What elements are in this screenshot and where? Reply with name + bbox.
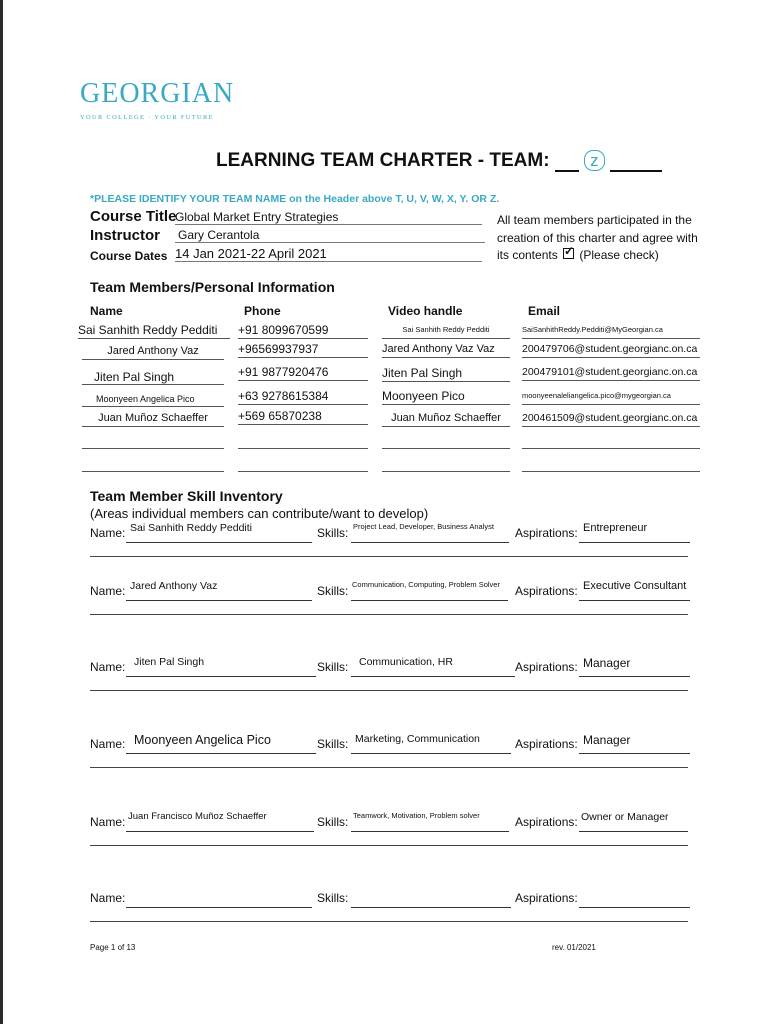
- skill-row: [90, 811, 690, 835]
- team-blank-right: [610, 151, 662, 172]
- skill-skills-field[interactable]: Communication, HR: [351, 660, 515, 677]
- skills-label: Skills:: [317, 584, 349, 598]
- revision-label: rev. 01/2021: [552, 943, 596, 952]
- skill-skills-field[interactable]: Teamwork, Motivation, Problem solver: [351, 815, 509, 832]
- member-email-cell[interactable]: SaiSanhithReddy.Pedditi@MyGeorgian.ca: [522, 322, 700, 339]
- course-title-label: Course Title: [90, 208, 177, 225]
- georgian-logo: [80, 80, 234, 121]
- members-heading: Team Members/Personal Information: [90, 279, 335, 295]
- agreement-line-2: creation of this charter and agree with: [497, 230, 698, 245]
- name-label: Name:: [90, 815, 126, 829]
- course-title-field[interactable]: Global Market Entry Strategies: [175, 210, 482, 225]
- name-label: Name:: [90, 737, 126, 751]
- col-video-header: Video handle: [388, 304, 463, 318]
- team-letter[interactable]: z: [584, 150, 605, 171]
- member-phone-cell[interactable]: [238, 432, 368, 449]
- skill-aspirations-field[interactable]: Manager: [579, 737, 690, 754]
- skills-subheading: (Areas individual members can contribute/want to develop): [90, 506, 429, 521]
- member-video-cell[interactable]: Jiten Pal Singh: [382, 365, 510, 382]
- member-name-cell[interactable]: [82, 455, 224, 472]
- skill-skills-field[interactable]: Marketing, Communication: [351, 737, 511, 754]
- member-email-cell[interactable]: 200461509@student.georgianc.on.ca: [522, 410, 700, 427]
- team-blank-left: [555, 151, 579, 172]
- agreement-line-1: All team members participated in the: [497, 213, 692, 227]
- member-video-cell[interactable]: Jared Anthony Vaz Vaz: [382, 341, 510, 358]
- agreement-line-3: its contents: [497, 248, 558, 262]
- instructor-field[interactable]: Gary Cerantola: [175, 228, 485, 243]
- skill-aspirations-field[interactable]: Executive Consultant: [579, 584, 690, 601]
- skill-row: [90, 522, 690, 546]
- aspirations-label: Aspirations:: [515, 584, 578, 598]
- member-name-cell[interactable]: [82, 432, 224, 449]
- skills-label: Skills:: [317, 660, 349, 674]
- skill-name-field[interactable]: [126, 891, 312, 908]
- member-email-cell[interactable]: moonyeenaleliangelica.pico@mygeorgian.ca: [522, 388, 700, 405]
- aspirations-label: Aspirations:: [515, 526, 578, 540]
- team-instruction: *PLEASE IDENTIFY YOUR TEAM NAME on the Header above T, U, V, W, X, Y. OR Z.: [90, 193, 500, 205]
- skills-label: Skills:: [317, 737, 349, 751]
- member-name-cell[interactable]: Moonyeen Angelica Pico: [82, 391, 224, 407]
- member-video-cell[interactable]: Sai Sanhith Reddy Pedditi: [382, 322, 510, 339]
- check-icon: ✓: [564, 244, 575, 258]
- agreement-please-check: (Please check): [579, 248, 659, 262]
- col-name-header: Name: [90, 304, 123, 318]
- member-phone-cell[interactable]: +91 8099670599: [238, 322, 368, 339]
- member-video-cell[interactable]: Moonyeen Pico: [382, 388, 510, 405]
- skill-aspirations-field[interactable]: Owner or Manager: [579, 815, 688, 832]
- member-phone-cell[interactable]: +96569937937: [238, 341, 368, 358]
- skill-name-field[interactable]: Moonyeen Angelica Pico: [126, 737, 316, 754]
- skill-row: [90, 733, 690, 757]
- col-phone-header: Phone: [244, 304, 281, 318]
- member-email-cell[interactable]: [522, 432, 700, 449]
- row-divider: [90, 690, 688, 691]
- aspirations-label: Aspirations:: [515, 815, 578, 829]
- skill-skills-field[interactable]: [351, 891, 511, 908]
- page-number: Page 1 of 13: [90, 943, 136, 952]
- member-name-cell[interactable]: Juan Muñoz Schaeffer: [82, 410, 224, 427]
- name-label: Name:: [90, 584, 126, 598]
- member-phone-cell[interactable]: +63 9278615384: [238, 388, 368, 405]
- skill-aspirations-field[interactable]: Manager: [579, 660, 690, 677]
- row-divider: [90, 614, 688, 615]
- instructor-label: Instructor: [90, 227, 161, 244]
- member-phone-cell[interactable]: +569 65870238: [238, 408, 368, 425]
- member-email-cell[interactable]: 200479101@student.georgianc.on.ca: [522, 364, 700, 381]
- agreement-checkbox[interactable]: [563, 244, 575, 259]
- row-divider: [90, 767, 688, 768]
- row-divider: [90, 921, 688, 922]
- member-email-cell[interactable]: 200479706@student.georgianc.on.ca: [522, 341, 700, 358]
- skill-aspirations-field[interactable]: [579, 891, 690, 908]
- title-text: LEARNING TEAM CHARTER - TEAM:: [216, 150, 550, 171]
- col-email-header: Email: [528, 304, 561, 318]
- skills-label: Skills:: [317, 815, 349, 829]
- row-divider: [90, 845, 688, 846]
- member-video-cell[interactable]: [382, 455, 510, 472]
- member-phone-cell[interactable]: +91 9877920476: [238, 364, 368, 381]
- skills-label: Skills:: [317, 526, 349, 540]
- aspirations-label: Aspirations:: [515, 660, 578, 674]
- name-label: Name:: [90, 891, 126, 905]
- skills-label: Skills:: [317, 891, 349, 905]
- logo-tagline: YOUR COLLEGE · YOUR FUTURE: [80, 114, 214, 121]
- skill-skills-field[interactable]: Project Lead, Developer, Business Analyst: [351, 526, 509, 543]
- skill-name-field[interactable]: Jared Anthony Vaz: [126, 584, 312, 601]
- scan-edge: [0, 0, 3, 1024]
- skill-name-field[interactable]: Jiten Pal Singh: [126, 660, 316, 677]
- member-phone-cell[interactable]: [238, 455, 368, 472]
- member-name-cell[interactable]: Sai Sanhith Reddy Pedditi: [78, 322, 230, 339]
- name-label: Name:: [90, 526, 126, 540]
- skill-row: [90, 891, 690, 911]
- skills-heading: Team Member Skill Inventory: [90, 488, 283, 504]
- agreement-statement: [497, 212, 707, 265]
- skill-name-field[interactable]: Sai Sanhith Reddy Pedditi: [126, 526, 312, 543]
- member-video-cell[interactable]: Juan Muñoz Schaeffer: [382, 410, 510, 427]
- skill-aspirations-field[interactable]: Entrepreneur: [579, 526, 690, 543]
- page-title: [216, 150, 662, 172]
- course-dates-field[interactable]: 14 Jan 2021-22 April 2021: [175, 246, 482, 262]
- row-divider: [90, 556, 688, 557]
- aspirations-label: Aspirations:: [515, 891, 578, 905]
- member-name-cell[interactable]: Jiten Pal Singh: [82, 369, 224, 385]
- member-name-cell[interactable]: Jared Anthony Vaz: [82, 343, 224, 360]
- logo-wordmark: GEORGIAN: [80, 78, 235, 109]
- skill-name-field[interactable]: Juan Francisco Muñoz Schaeffer: [126, 815, 314, 832]
- aspirations-label: Aspirations:: [515, 737, 578, 751]
- name-label: Name:: [90, 660, 126, 674]
- course-dates-label: Course Dates: [90, 249, 168, 263]
- skill-row: [90, 580, 690, 604]
- skill-row: [90, 656, 690, 680]
- member-video-cell[interactable]: [382, 432, 510, 449]
- member-email-cell[interactable]: [522, 455, 700, 472]
- skill-skills-field[interactable]: Communication, Computing, Problem Solver: [351, 584, 508, 601]
